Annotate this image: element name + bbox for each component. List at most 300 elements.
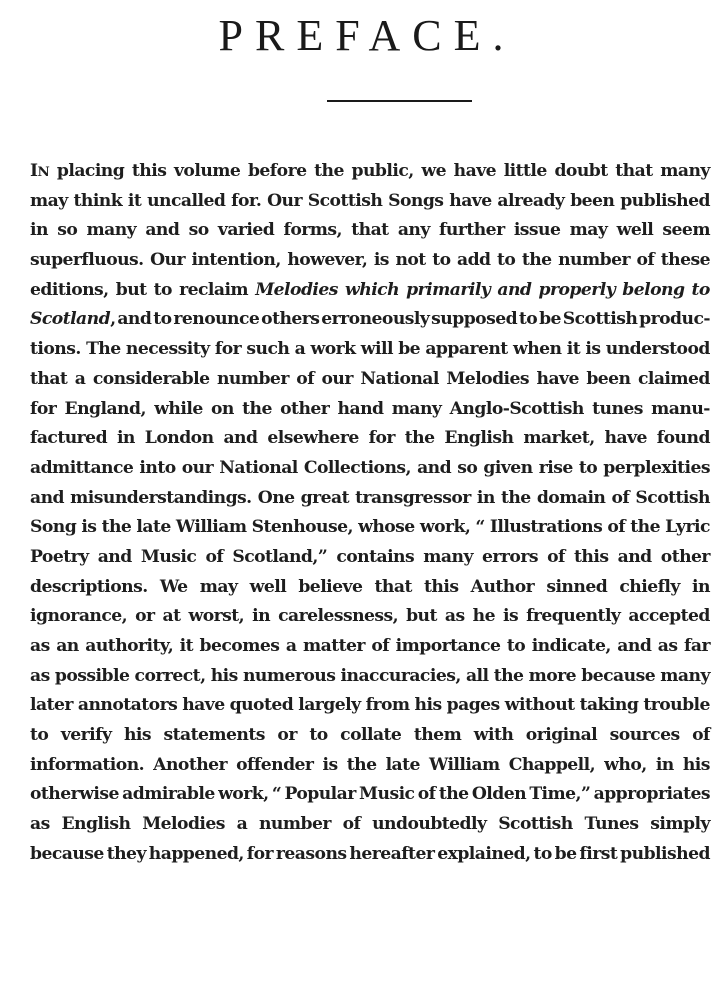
word-text: this — [424, 576, 459, 597]
word-text: as — [657, 636, 678, 656]
word — [358, 513, 415, 543]
word — [628, 602, 710, 632]
text-line-words — [30, 751, 710, 781]
word — [308, 187, 383, 217]
text-line — [30, 662, 710, 692]
word — [622, 276, 684, 306]
word — [174, 157, 240, 188]
word — [604, 751, 647, 781]
word-text: carelessness, — [278, 606, 399, 627]
word-text: of — [636, 250, 655, 271]
word-text: otherwise — [30, 784, 119, 805]
word — [30, 840, 104, 870]
word-text: Scottish — [307, 190, 383, 211]
word-text: it — [566, 339, 581, 360]
text-line — [30, 484, 710, 514]
small-cap-letters: N — [37, 164, 50, 180]
word — [369, 424, 395, 454]
text-line-words — [30, 335, 710, 365]
word-text: been — [570, 190, 615, 211]
text-line-words — [30, 632, 710, 662]
word-text: not — [395, 250, 426, 271]
word-text: William — [429, 754, 500, 775]
word-text: to — [432, 250, 451, 271]
word — [309, 721, 327, 751]
word — [660, 157, 710, 188]
text-line — [30, 157, 710, 187]
word — [445, 602, 465, 632]
word — [30, 454, 133, 484]
word-text: English — [61, 814, 131, 835]
word-text: taking — [579, 695, 639, 716]
word — [30, 305, 116, 335]
word-text: or — [135, 606, 155, 627]
word — [446, 365, 529, 395]
word — [252, 602, 270, 632]
word — [396, 632, 501, 662]
word-text: the — [404, 428, 435, 449]
word — [539, 305, 561, 335]
word — [529, 780, 590, 810]
word — [423, 543, 473, 573]
text-line-words — [30, 662, 710, 692]
word — [30, 602, 127, 632]
text-line — [30, 365, 710, 395]
word-text: many — [660, 665, 710, 686]
word-text: to — [153, 309, 172, 330]
text-line — [30, 573, 710, 603]
word-text: because — [581, 665, 656, 686]
italic-emphasis: belong — [622, 279, 685, 300]
word — [513, 335, 562, 365]
word — [237, 810, 248, 840]
word — [117, 305, 151, 335]
word — [86, 216, 136, 246]
word-text: William — [175, 517, 247, 538]
word — [267, 424, 358, 454]
word — [30, 751, 144, 781]
word — [494, 662, 524, 692]
word — [135, 602, 154, 632]
word — [503, 602, 518, 632]
word-text: and — [145, 220, 180, 241]
word — [620, 840, 710, 870]
word-text: as — [30, 636, 50, 656]
word — [215, 335, 241, 365]
word — [70, 484, 251, 514]
word-text: superfluous. — [30, 250, 144, 271]
word-text: a — [236, 814, 248, 835]
word — [665, 513, 710, 543]
word — [417, 454, 451, 484]
word — [352, 157, 414, 188]
word-text: other — [660, 546, 710, 567]
word — [584, 810, 638, 840]
word — [284, 216, 342, 246]
word — [341, 662, 461, 692]
word-text: matter — [302, 636, 365, 656]
word-text: his — [414, 695, 442, 716]
word-text: it — [127, 190, 142, 211]
word — [252, 513, 353, 543]
word-text: National — [219, 457, 298, 478]
word — [259, 810, 331, 840]
word-text: think — [73, 190, 123, 211]
text-line-words — [30, 246, 710, 276]
word-text: in — [30, 220, 48, 241]
word — [30, 365, 67, 395]
word — [366, 691, 410, 721]
word — [639, 305, 710, 335]
word-text: number — [258, 814, 331, 835]
text-line-words — [30, 187, 710, 217]
word-text: Music — [359, 784, 415, 805]
word-text: because — [30, 843, 104, 864]
word-text: trouble — [643, 695, 710, 716]
word-text: simply — [650, 814, 710, 835]
word — [533, 840, 551, 870]
word-text: is — [585, 339, 601, 360]
word-text: Music — [140, 546, 197, 567]
word-text: late — [136, 517, 171, 538]
word — [154, 395, 203, 425]
word-text: that — [615, 161, 653, 181]
word-text: verify — [60, 725, 112, 746]
word-text: to — [506, 636, 526, 656]
word — [30, 721, 48, 751]
italic-emphasis: which — [345, 279, 400, 300]
word-text: have — [604, 428, 647, 449]
word-text: to — [30, 725, 49, 746]
word-text: when — [512, 339, 562, 360]
word — [574, 543, 608, 573]
word-text: add — [457, 250, 491, 271]
text-line — [30, 810, 710, 840]
word — [546, 573, 607, 603]
word-text: this — [131, 161, 167, 181]
word-text: We — [159, 576, 188, 597]
word — [255, 276, 338, 306]
word — [657, 424, 710, 454]
word — [211, 662, 238, 692]
word — [425, 335, 507, 365]
word — [475, 513, 484, 543]
word-text: our — [181, 457, 214, 478]
word — [57, 216, 77, 246]
word — [449, 187, 491, 217]
word — [243, 662, 335, 692]
text-line — [30, 246, 710, 276]
word — [338, 395, 384, 425]
word-text: and — [223, 428, 258, 449]
word — [98, 543, 132, 573]
word — [230, 691, 294, 721]
word — [421, 157, 446, 188]
word-text: all — [465, 665, 489, 686]
word-text: Popular — [284, 784, 356, 805]
word — [692, 721, 710, 751]
word-text: intention, — [191, 250, 281, 271]
word-text: admittance — [30, 457, 134, 478]
word-text: Olden — [471, 784, 527, 805]
word-text: elsewhere — [267, 428, 359, 449]
word — [93, 365, 210, 395]
word — [126, 335, 210, 365]
word — [163, 602, 181, 632]
word-text: perplexities — [603, 457, 710, 478]
word — [636, 246, 654, 276]
word-text: English — [444, 428, 514, 449]
text-line-words — [30, 543, 710, 573]
word-text: the — [493, 665, 524, 686]
word-text: but — [115, 279, 147, 300]
word — [287, 246, 367, 276]
word-text: importance — [395, 636, 501, 656]
word-text: late — [385, 754, 420, 775]
word — [558, 246, 630, 276]
word — [246, 335, 289, 365]
word — [258, 484, 295, 514]
word-text: found — [656, 428, 710, 449]
word-text: Tunes — [584, 814, 639, 835]
word-text: possible — [54, 665, 130, 686]
word-text: issue — [513, 220, 561, 241]
word-text: seem — [662, 220, 710, 241]
word — [200, 573, 238, 603]
word — [615, 157, 652, 188]
word — [56, 632, 79, 662]
word-text: to — [578, 457, 598, 478]
word — [483, 454, 532, 484]
word-text: have — [536, 368, 579, 389]
word — [149, 840, 244, 870]
word-text: hand — [337, 398, 384, 419]
word-text: with — [473, 725, 514, 746]
word — [606, 335, 710, 365]
word — [30, 157, 49, 188]
word-text: of — [296, 368, 315, 389]
word-text: numerous — [242, 665, 336, 686]
word-text: Chappell, — [508, 754, 596, 775]
word-text: Anglo-Scottish — [449, 398, 584, 419]
word — [447, 691, 500, 721]
text-line — [30, 602, 710, 632]
word-text: at — [162, 606, 181, 627]
word-text: for — [246, 843, 274, 864]
word — [180, 632, 193, 662]
word-text: and — [30, 487, 65, 508]
word — [650, 810, 710, 840]
word-text: tions. — [30, 339, 81, 360]
text-line-words — [30, 721, 710, 751]
word — [450, 395, 584, 425]
word — [580, 691, 639, 721]
word-text: Lyric — [665, 517, 710, 538]
word — [661, 543, 710, 573]
word — [529, 662, 576, 692]
word-text: we — [421, 161, 447, 181]
word-text: hereafter — [349, 843, 435, 864]
word-text: of — [547, 546, 565, 567]
word — [522, 246, 552, 276]
word-text: work — [310, 339, 356, 360]
word — [418, 780, 436, 810]
word — [219, 454, 298, 484]
word — [128, 187, 141, 217]
word — [30, 662, 50, 692]
word-text: or — [277, 725, 297, 746]
word — [57, 157, 124, 188]
word-text: Collections, — [303, 457, 411, 478]
word-text: domain — [536, 487, 606, 508]
word — [236, 751, 313, 781]
word-text: been — [586, 368, 631, 389]
word — [116, 276, 147, 306]
word-text: errors — [482, 546, 538, 567]
word-text: in — [252, 606, 271, 627]
word-text: work, — [218, 784, 269, 805]
word-text: is — [373, 250, 389, 271]
word — [532, 632, 611, 662]
word-text: of — [342, 814, 361, 835]
word — [398, 335, 420, 365]
word — [375, 573, 412, 603]
word-text: understood — [605, 339, 710, 360]
text-line — [30, 691, 710, 721]
word-text: and — [617, 546, 652, 567]
italic-emphasis: and — [497, 279, 532, 300]
word — [150, 246, 185, 276]
word — [617, 216, 654, 246]
word-text: a — [294, 339, 306, 360]
word-text: without — [504, 695, 575, 716]
word — [579, 454, 597, 484]
word — [277, 721, 296, 751]
text-line — [30, 424, 710, 454]
text-line-words — [30, 602, 710, 632]
word — [661, 246, 710, 276]
word — [471, 573, 535, 603]
italic-emphasis: Scotland — [30, 309, 111, 330]
word — [474, 721, 514, 751]
word-text: accepted — [628, 606, 710, 627]
word-text: apparent — [425, 339, 508, 360]
word — [526, 602, 620, 632]
word — [619, 573, 680, 603]
word-text: market, — [523, 428, 595, 449]
word — [498, 810, 573, 840]
word — [30, 810, 50, 840]
word — [359, 780, 414, 810]
word-text: admirable — [122, 784, 215, 805]
text-line-words — [30, 513, 710, 543]
word — [117, 424, 135, 454]
word-text: Our — [150, 250, 185, 271]
word-text: ignorance, — [30, 606, 128, 627]
word — [656, 751, 674, 781]
word — [304, 454, 411, 484]
word-text: be — [554, 843, 577, 864]
word — [692, 276, 710, 306]
word — [579, 840, 617, 870]
word-text: for — [30, 398, 57, 419]
word-text: they — [106, 843, 146, 864]
word-text: for — [214, 339, 242, 360]
word-text: considerable — [92, 368, 210, 389]
word — [182, 691, 224, 721]
word — [141, 543, 196, 573]
word-text: is — [502, 606, 519, 627]
word — [139, 454, 175, 484]
word — [142, 810, 225, 840]
word — [242, 395, 272, 425]
text-line-words — [30, 810, 710, 840]
word-text: so — [188, 220, 209, 241]
word — [276, 840, 347, 870]
word-text: Melodies — [446, 368, 530, 389]
word-text: be — [539, 309, 561, 330]
word-text: before — [247, 161, 307, 181]
word-text: of — [611, 487, 630, 508]
word-text: uncalled — [147, 190, 226, 211]
word — [371, 632, 389, 662]
word — [505, 691, 575, 721]
word — [594, 780, 710, 810]
word — [444, 424, 513, 454]
word-text: Scottish — [635, 487, 710, 508]
word-text: to — [497, 250, 516, 271]
word-text: appropriates — [593, 784, 710, 805]
word-text: little — [503, 161, 547, 181]
word — [298, 691, 360, 721]
word — [107, 840, 146, 870]
word — [570, 216, 608, 246]
word — [539, 454, 573, 484]
word — [232, 543, 327, 573]
word-text: and — [97, 546, 132, 567]
word-text: them — [413, 725, 462, 746]
text-line-words — [30, 276, 710, 306]
word-text: is — [322, 754, 338, 775]
word-text: “ — [475, 517, 485, 538]
word-text: given — [483, 457, 533, 478]
word — [164, 721, 265, 751]
italic-emphasis: Melodies — [255, 279, 338, 300]
word — [86, 335, 121, 365]
word — [537, 484, 606, 514]
word — [340, 721, 401, 751]
word-text: such — [246, 339, 290, 360]
italic-emphasis: properly — [538, 279, 616, 300]
word — [431, 305, 517, 335]
word-text: renounce — [173, 309, 260, 330]
word — [122, 780, 215, 810]
word — [555, 840, 577, 870]
word-text: of — [205, 546, 224, 567]
word — [547, 543, 565, 573]
word — [132, 157, 166, 188]
word-text: may — [199, 576, 238, 597]
word-text: indicate, — [531, 636, 611, 656]
word-text: any — [397, 220, 430, 241]
text-line — [30, 840, 710, 870]
word — [643, 691, 710, 721]
word — [73, 187, 122, 217]
text-line — [30, 751, 710, 781]
text-line-words — [30, 573, 710, 603]
word-text: published — [620, 190, 710, 211]
word-text: published — [620, 843, 710, 864]
